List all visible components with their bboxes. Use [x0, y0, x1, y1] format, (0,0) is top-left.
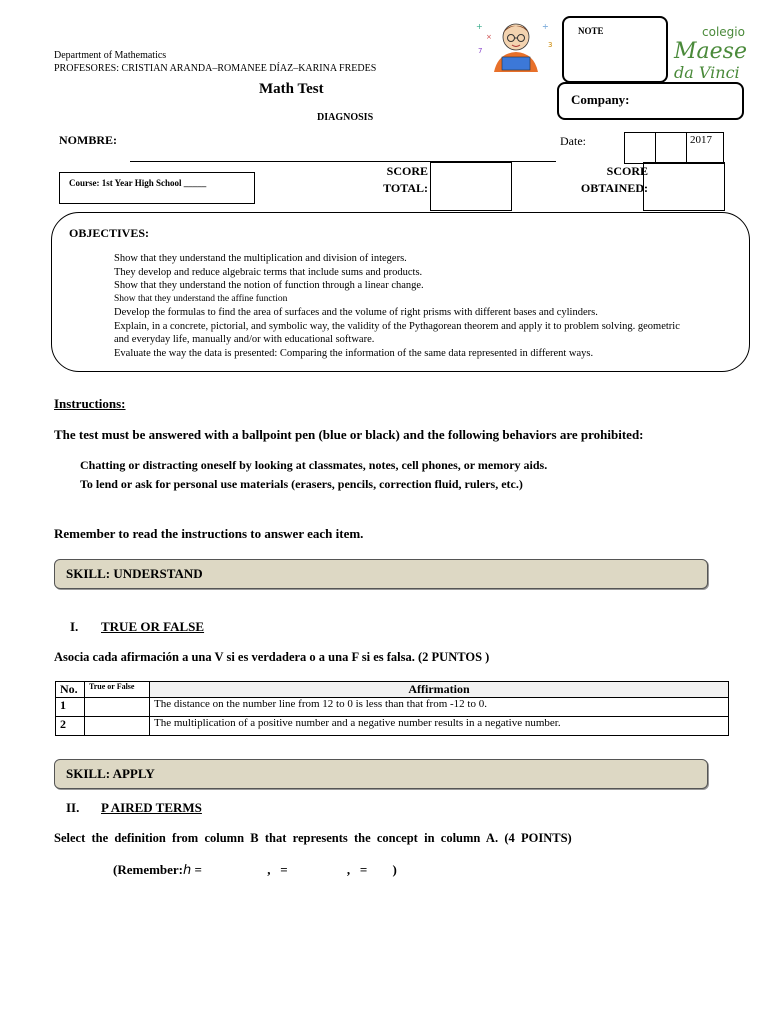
remember-sep: , — [267, 862, 277, 877]
remember-eq: = — [191, 862, 206, 877]
objective-item — [114, 266, 694, 280]
score-obtained-label — [576, 163, 648, 197]
section1-instruction: Asocia cada afirmación a una V si es verdadera o a una F si es falsa. (2 PUNTOS ) — [54, 650, 490, 664]
objective-text: Show that they understand the multiplication and division of integers. — [114, 253, 407, 264]
score-total-line2: TOTAL: — [383, 181, 428, 195]
row-number: 1 — [56, 698, 85, 717]
section2-number: II. — [66, 800, 80, 815]
date-day-box[interactable] — [624, 132, 656, 164]
col-affirmation-header: Affirmation — [150, 682, 729, 698]
objectives-list — [114, 252, 694, 360]
section1-title: TRUE OR FALSE — [101, 619, 205, 634]
remember-sep: , — [346, 862, 357, 877]
score-total-label — [376, 163, 428, 197]
objective-item — [114, 347, 694, 361]
logo-text-davinci: da Vinci — [674, 63, 740, 82]
score-obtained-line1: SCORE — [606, 164, 648, 178]
svg-text:+: + — [476, 22, 483, 31]
objective-item — [114, 293, 694, 307]
objective-text: Evaluate the way the data is presented: Comparing the information of the same data represented in different ways. — [114, 347, 594, 359]
objective-text: Explain, in a concrete, pictorial, and symbolic way, the validity of the Pythagorean theorem and apply it to problem solving. geometric and everyday life, manually and/or with educational software. — [114, 320, 680, 345]
objective-text: Show that they understand the notion of function through a linear change. — [114, 280, 424, 291]
col-tf-header: True or False — [85, 682, 150, 698]
col-no-header: No. — [56, 682, 85, 698]
note-box[interactable] — [562, 16, 668, 83]
tf-answer-cell[interactable] — [85, 698, 150, 717]
teachers-label: PROFESORES: CRISTIAN ARANDA–ROMANEE DÍAZ–KARINA FREDES — [54, 63, 377, 74]
date-boxes[interactable] — [624, 132, 723, 162]
instructions-heading: Instructions: — [54, 396, 126, 411]
section2-title: P AIRED TERMS — [101, 800, 202, 815]
score-obtained-box[interactable] — [643, 162, 725, 211]
objectives-box — [51, 212, 750, 372]
objective-item — [114, 252, 694, 266]
remember-line — [113, 862, 397, 878]
department-label: Department of Mathematics — [54, 50, 167, 61]
date-month-box[interactable] — [655, 132, 687, 164]
table-row — [56, 698, 729, 717]
remember-prefix: (Remember: — [113, 862, 184, 877]
svg-text:7: 7 — [478, 47, 483, 55]
tf-answer-cell[interactable] — [85, 717, 150, 736]
score-total-box[interactable] — [430, 162, 512, 211]
objective-item — [114, 306, 694, 320]
objective-text: They develop and reduce algebraic terms that include sums and products. — [114, 266, 423, 278]
school-logo — [668, 20, 760, 82]
remember-eq: = — [276, 862, 291, 877]
table-header-row — [56, 682, 729, 698]
true-false-table — [55, 681, 729, 736]
remember-eq: = — [356, 862, 371, 877]
course-label: Course: 1st Year High School _____ — [69, 178, 207, 188]
row-number: 2 — [56, 717, 85, 736]
date-year-box[interactable] — [686, 132, 724, 164]
teacher-cartoon-image — [472, 17, 560, 72]
page-subtitle: DIAGNOSIS — [317, 112, 374, 123]
instructions-text: The test must be answered with a ballpoint pen (blue or black) and the following behaviors are prohibited: — [54, 427, 644, 442]
company-box[interactable] — [557, 82, 744, 120]
objective-text: Develop the formulas to find the area of surfaces and the volume of right prisms with different bases and cylinders. — [114, 307, 598, 318]
section1-number: I. — [70, 619, 79, 634]
svg-text:÷: ÷ — [542, 22, 549, 31]
objectives-heading: OBJECTIVES: — [69, 226, 150, 240]
score-total-line1: SCORE — [386, 164, 428, 178]
remember-h-symbol: h — [183, 863, 192, 878]
score-obtained-line2: OBTAINED: — [580, 181, 648, 195]
section2-instruction: Select the definition from column B that represents the concept in column A. (4 POINTS) — [54, 831, 572, 845]
rule-2: To lend or ask for personal use materials (erasers, pencils, correction fluid, rulers, etc.) — [80, 477, 523, 491]
course-box — [59, 172, 255, 204]
objective-text: Show that they understand the affine function — [114, 293, 288, 304]
skill-understand-banner: SKILL: UNDERSTAND — [54, 559, 708, 589]
logo-text-colegio: colegio — [702, 25, 745, 39]
table-row — [56, 717, 729, 736]
affirmation-text: The multiplication of a positive number and a negative number results in a negative number. — [150, 717, 729, 736]
reminder-text: Remember to read the instructions to answer each item. — [54, 526, 364, 541]
rule-1: Chatting or distracting oneself by looking at classmates, notes, cell phones, or memory aids. — [80, 458, 548, 472]
company-label: Company: — [571, 92, 630, 107]
objective-item — [114, 320, 694, 347]
affirmation-text: The distance on the number line from 12 to 0 is less than that from -12 to 0. — [150, 698, 729, 717]
nombre-label: NOMBRE: — [59, 133, 117, 147]
date-label: Date: — [560, 134, 586, 148]
note-label: NOTE — [578, 26, 604, 36]
page-title: Math Test — [259, 81, 324, 97]
skill-apply-banner: SKILL: APPLY — [54, 759, 708, 789]
logo-text-maese: Maese — [674, 39, 747, 64]
date-year: 2017 — [690, 134, 712, 146]
objective-item — [114, 279, 694, 293]
svg-text:×: × — [486, 33, 492, 41]
remember-end: ) — [392, 862, 397, 877]
svg-text:3: 3 — [548, 41, 553, 49]
